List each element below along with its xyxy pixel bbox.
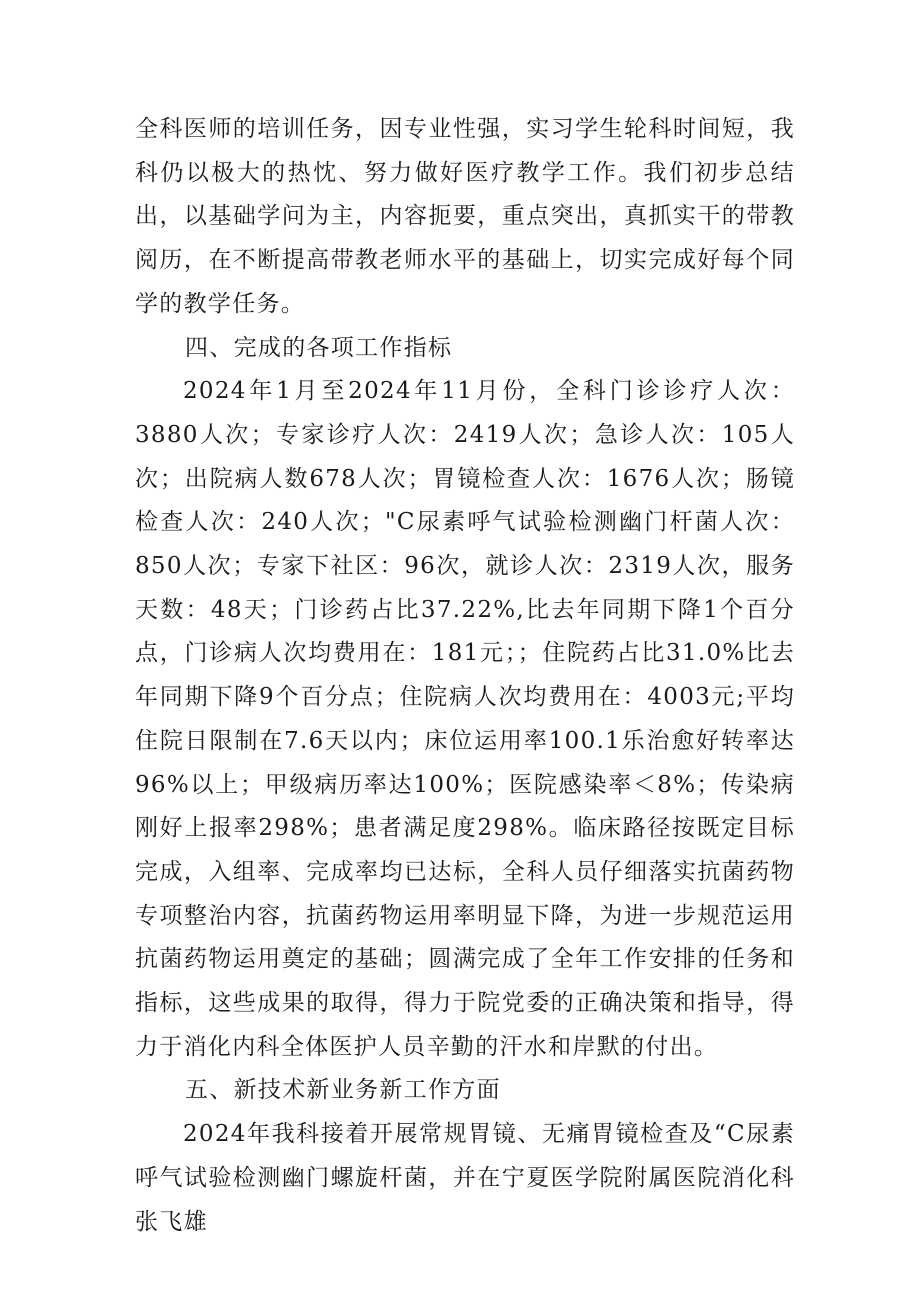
paragraph-work-indicators: 2024年1月至2024年11月份，全科门诊诊疗人次：3880人次；专家诊疗人次：2419人次；急诊人次：105人次；出院病人数678人次；胃镜检查人次：1676人次；肠镜检查人次：240人次；"C尿素呼气试验检测幽门杆菌人次：850人次；专家下社区：96次，就诊人次：2319人次，服务天数：48天；门诊药占比37.22%,比去年同期下降1个百分点，门诊病人次均费用在：181元；；住院药占比31.0%比去年同期下降9个百分点；住院病人次均费用在：4003元;平均住院日限制在7.6天以内；床位运用率100.1乐治愈好转率达96%以上；甲级病历率达100%；医院感染率＜8%；传染病刚好上报率298%；患者满足度298%。临床路径按既定目标完成，入组率、完成率均已达标，全科人员仔细落实抗菌药物专项整治内容，抗菌药物运用率明显下降，为进一步规范运用抗菌药物运用奠定的基础；圆满完成了全年工作安排的任务和指标，这些成果的取得，得力于院党委的正确决策和指导，得力于消化内科全体医护人员辛勤的汗水和岸默的付出。: [135, 378, 795, 1060]
document-body: [135, 108, 795, 1244]
section-heading-work-indicators: 四、完成的各项工作指标: [185, 334, 453, 361]
paragraph-new-technology: 2024年我科接着开展常规胃镜、无痛胃镜检查及“C尿素呼气试验检测幽门螺旋杆菌，并在宁夏医学院附属医院消化科张飞雄: [135, 1121, 795, 1235]
section-heading-new-technology: 五、新技术新业务新工作方面: [185, 1077, 501, 1104]
paragraph-teaching-work: 全科医师的培训任务，因专业性强，实习学生轮科时间短，我科仍以极大的热忱、努力做好医疗教学工作。我们初步总结出，以基础学问为主，内容扼要，重点突出，真抓实干的带教阅历，在不断提高带教老师水平的基础上，切实完成好每个同学的教学任务。: [135, 116, 795, 317]
